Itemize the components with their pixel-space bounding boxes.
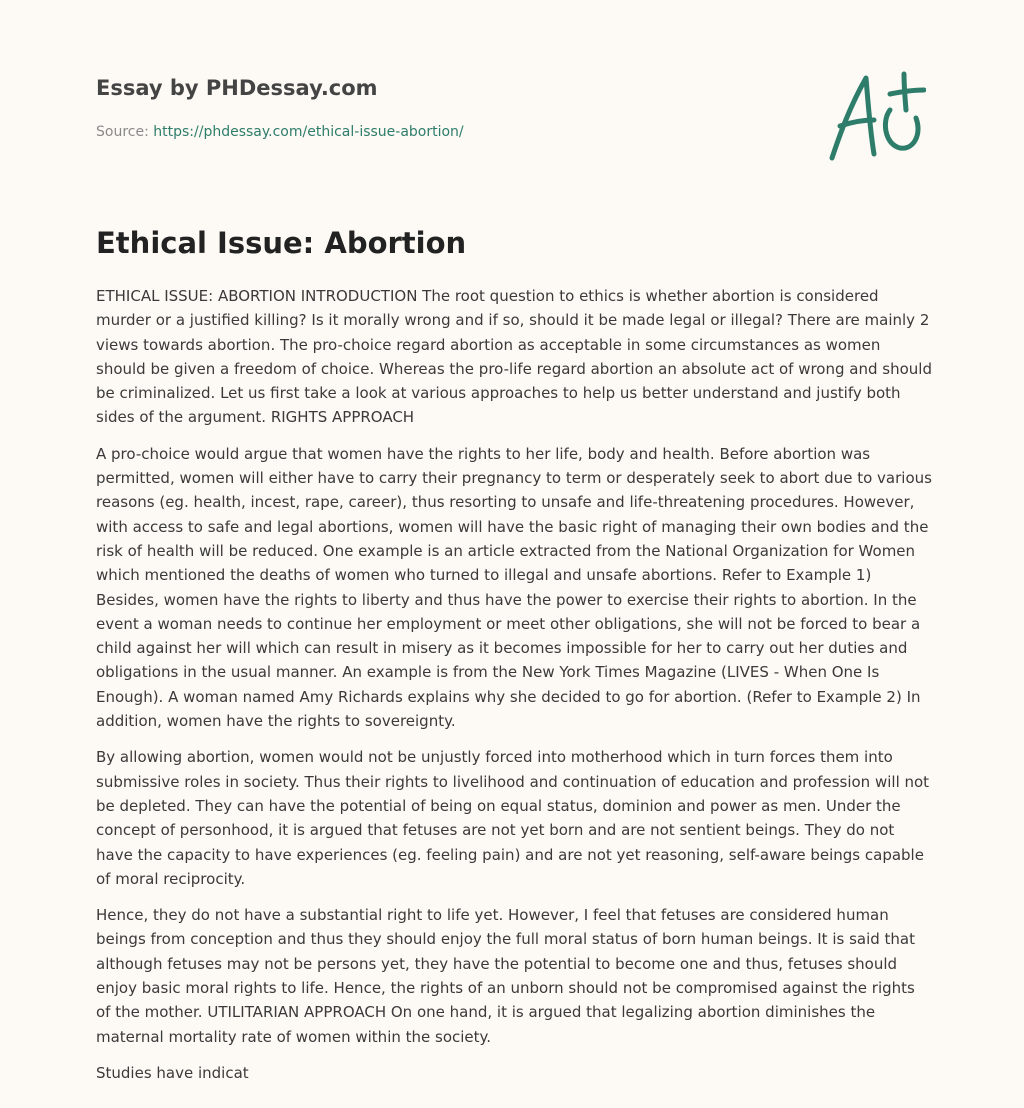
- essay-title: Ethical Issue: Abortion: [96, 226, 467, 260]
- source-link[interactable]: https://phdessay.com/ethical-issue-abortion/: [153, 124, 464, 140]
- essay-paragraph: Studies have indicat: [96, 1063, 249, 1082]
- site-title: Essay by PHDessay.com: [96, 76, 378, 100]
- essay-paragraph: A pro-choice would argue that women have the rights to her life, body and health. Before abortion was permitted, women will either have to carry their pregnancy to term or desperately seek to abort due to various reasons (eg. health, incest, rape, career), thus resorting to unsafe and life-threatening procedures. However, with access to safe and legal abortions, women will have the basic right of managing their own bodies and the risk of health will be reduced. One example is an article extracted from the National Organization for Women which mentioned the deaths of women who turned to illegal and unsafe abortions. Refer to Example 1) Besides, women have the rights to liberty and thus have the power to exercise their rights to abortion. In the event a woman needs to continue her employment or meet other obligations, she will not be forced to bear a child against her will which can result in misery as it becomes impossible for her to carry out her duties and obligations in the usual manner. An example is from the New York Times Magazine (LIVES - When One Is Enough). A woman named Amy Richards explains why she decided to go for abortion. (Refer to Example 2) In addition, women have the rights to sovereignty.: [96, 444, 932, 731]
- source-label: Source:: [96, 124, 149, 140]
- a-plus-logo-icon: [826, 68, 926, 164]
- essay-paragraph: By allowing abortion, women would not be unjustly forced into motherhood which in turn forces them into submissive roles in society. Thus their rights to livelihood and continuation of education and profession will not be depleted. They can have the potential of being on equal status, dominion and power as men. Under the concept of personhood, it is argued that fetuses are not yet born and are not sentient beings. They do not have the capacity to have experiences (eg. feeling pain) and are not yet reasoning, self-aware beings capable of moral reciprocity.: [96, 748, 930, 888]
- source-line: [96, 124, 464, 140]
- essay-paragraph: ETHICAL ISSUE: ABORTION INTRODUCTION The root question to ethics is whether abortion is considered murder or a justified killing? Is it morally wrong and if so, should it be made legal or illegal? There are mainly 2 views towards abortion. The pro-choice regard abortion as acceptable in some circumstances as women should be given a freedom of choice. Whereas the pro-life regard abortion an absolute act of wrong and should be criminalized. Let us first take a look at various approaches to help us better understand and justify both sides of the argument. RIGHTS APPROACH: [96, 287, 932, 427]
- essay-body: [96, 284, 934, 1097]
- essay-paragraph: Hence, they do not have a substantial right to life yet. However, I feel that fetuses are considered human beings from conception and thus they should enjoy the full moral status of born human beings. It is said that although fetuses may not be persons yet, they have the potential to become one and thus, fetuses should enjoy basic moral rights to life. Hence, the rights of an unborn should not be compromised against the rights of the mother. UTILITARIAN APPROACH On one hand, it is argued that legalizing abortion diminishes the maternal mortality rate of women within the society.: [96, 906, 916, 1046]
